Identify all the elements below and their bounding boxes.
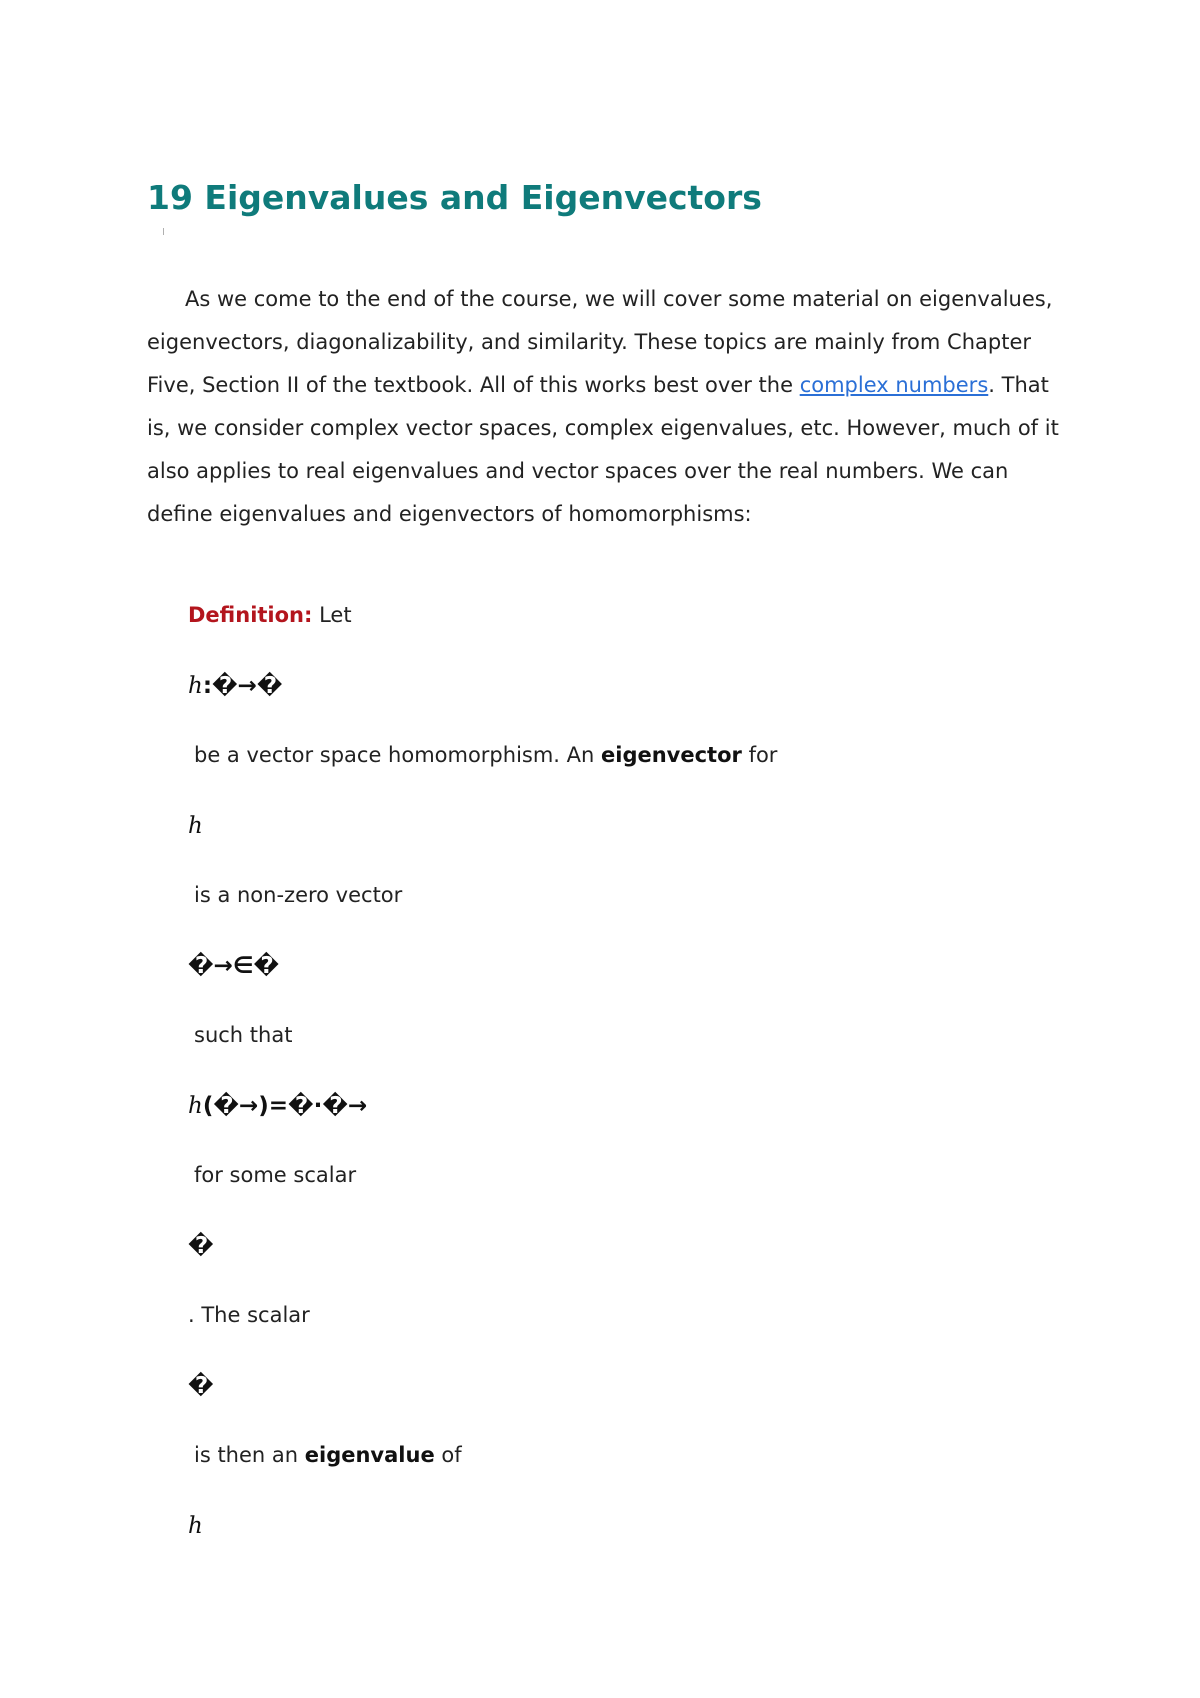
complex-numbers-link[interactable]: complex numbers (799, 373, 989, 397)
definition-heading (188, 603, 352, 627)
math-h-symbol: h (188, 813, 203, 839)
definition-text-6a: is then an (194, 1443, 305, 1467)
term-eigenvector: eigenvector (601, 743, 742, 767)
definition-text-1a: be a vector space homomorphism. An (194, 743, 602, 767)
definition-label: Definition: (188, 603, 313, 627)
definition-text-1b: for (741, 743, 778, 767)
definition-text-6 (188, 1443, 462, 1467)
math-h-symbol: h (188, 1093, 203, 1119)
math-h-symbol: h (188, 673, 203, 699)
math-expression-scalar: � (188, 1233, 214, 1259)
definition-text-6b: of (434, 1443, 462, 1467)
math-h-symbol: h (188, 1513, 203, 1539)
math-expression-scalar-2: � (188, 1373, 214, 1399)
intro-text-part2: . That is, we consider complex vector spaces, complex eigenvalues, etc. However, much of it also applies to real eigenvalues and vector spaces over the real numbers. We can define eigenvalues and eigenvectors of homomorphisms: (147, 373, 1059, 526)
math-expression-h-final (188, 1513, 203, 1539)
math-expression-membership: �→∈� (188, 953, 280, 979)
math-equation-rest: (�→)=�·�→ (202, 1093, 368, 1119)
definition-text-5: . The scalar (188, 1303, 310, 1327)
definition-text-3: such that (194, 1023, 293, 1047)
page-title: 19 Eigenvalues and Eigenvectors (147, 178, 762, 217)
math-expression-mapping (188, 673, 283, 699)
math-mapping-rest: :�→� (202, 673, 283, 699)
definition-let: Let (312, 603, 352, 627)
definition-text-2: is a non-zero vector (194, 883, 403, 907)
term-eigenvalue: eigenvalue (304, 1443, 435, 1467)
math-expression-h (188, 813, 203, 839)
intro-text-part1: As we come to the end of the course, we will cover some material on eigenvalues, eigenvectors, diagonalizability, and similarity. These topics are mainly from Chapter Five, Section II of the textbook. All of this works best over the (147, 287, 1053, 397)
definition-text-4: for some scalar (194, 1163, 357, 1187)
definition-text-1 (188, 743, 777, 767)
math-expression-eigen-equation (188, 1093, 367, 1119)
decorative-mark (163, 228, 164, 235)
intro-paragraph (147, 278, 1067, 536)
